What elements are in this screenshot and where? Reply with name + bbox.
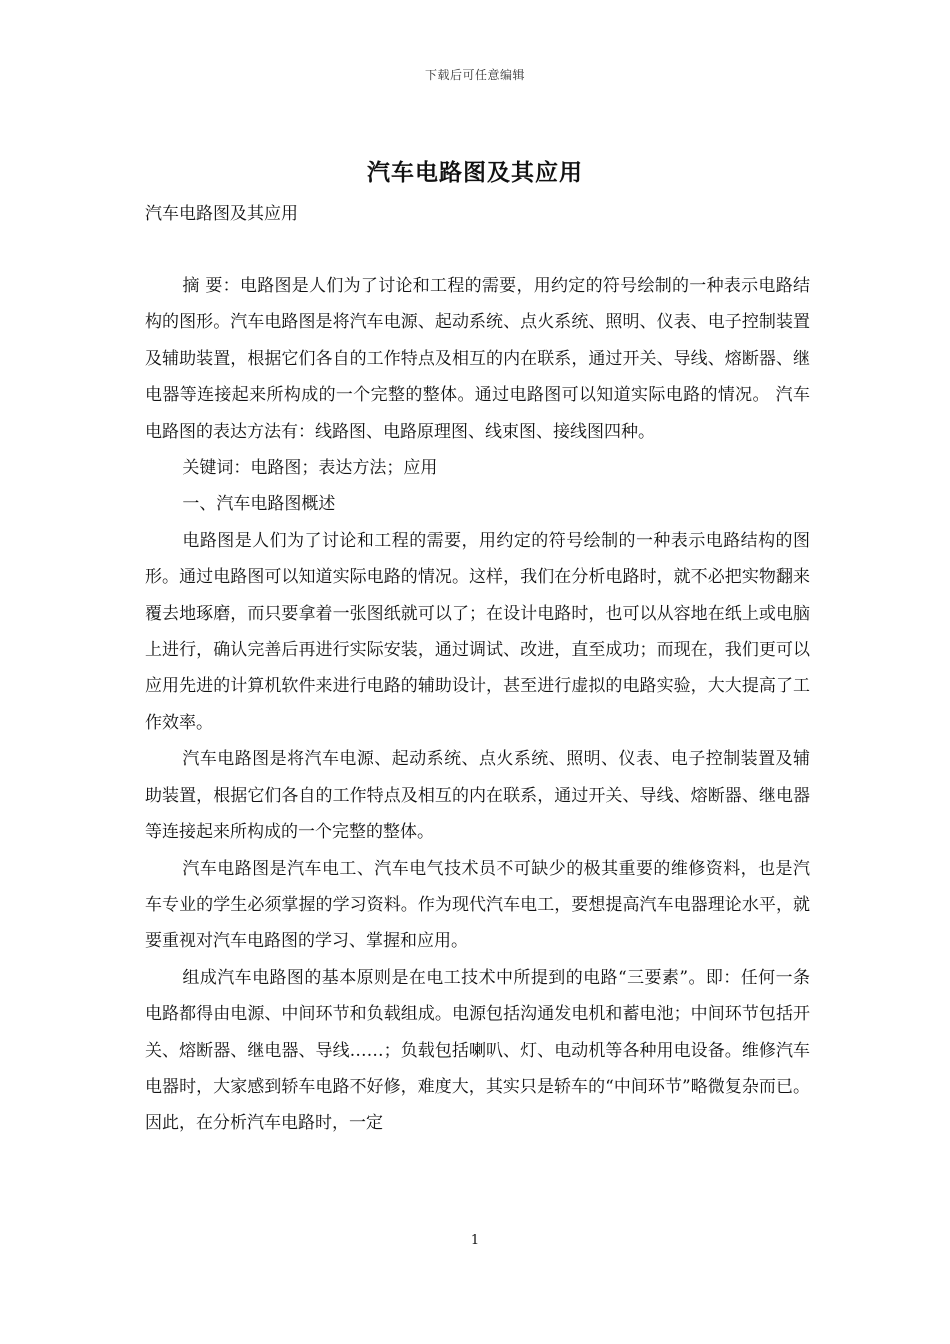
section-heading: 一、汽车电路图概述 [182,494,336,515]
body-paragraph: 电路图是人们为了讨论和工程的需要，用约定的符号绘制的一种表示电路结构的图形。通过电路图可以知道实际电路的情况。这样，我们在分析电路时，就不必把实物翻来覆去地琢磨，而只要拿着一张图纸就可以了；在设计电路时，也可以从容地在纸上或电脑上进行，确认完善后再进行实际安装，通过调试、改进，直至成功；而现在，我们更可以应用先进的计算机软件来进行电路的辅助设计，甚至进行虚拟的电路实验，大大提高了工作效率。 [145,530,810,733]
document-title: 汽车电路图及其应用 [367,159,583,186]
body-paragraph: 汽车电路图是将汽车电源、起动系统、点火系统、照明、仪表、电子控制装置及辅助装置，根据它们各自的工作特点及相互的内在联系，通过开关、导线、熔断器、继电器等连接起来所构成的一个完整的整体。 [145,749,810,843]
document-subtitle: 汽车电路图及其应用 [145,204,298,224]
header-note: 下载后可任意编辑 [424,68,525,82]
abstract-paragraph: 摘 要：电路图是人们为了讨论和工程的需要，用约定的符号绘制的一种表示电路结构的图形。汽车电路图是将汽车电源、起动系统、点火系统、照明、仪表、电子控制装置及辅助装置，根据它们各自的工作特点及相互的内在联系，通过开关、导线、熔断器、继电器等连接起来所构成的一个完整的整体。通过电路图可以知道实际电路的情况。 汽车电路图的表达方法有：线路图、电路原理图、线束图、接线图四种。 [145,276,810,442]
body-paragraph: 汽车电路图是汽车电工、汽车电气技术员不可缺少的极其重要的维修资料，也是汽车专业的学生必须掌握的学习资料。作为现代汽车电工，要想提高汽车电器理论水平，就要重视对汽车电路图的学习、掌握和应用。 [145,858,810,952]
keywords-paragraph: 关键词：电路图；表达方法；应用 [182,458,438,479]
body-paragraph: 组成汽车电路图的基本原则是在电工技术中所提到的电路“三要素”。即：任何一条电路都得由电源、中间环节和负载组成。电源包括沟通发电机和蓄电池；中间环节包括开关、熔断器、继电器、导线……；负载包括喇叭、灯、电动机等各种用电设备。维修汽车电器时，大家感到轿车电路不好修，难度大，其实只是轿车的“中间环节”略微复杂而已。因此，在分析汽车电路时，一定 [145,967,810,1134]
page-number: 1 [470,1233,480,1248]
document-body [145,268,810,1142]
